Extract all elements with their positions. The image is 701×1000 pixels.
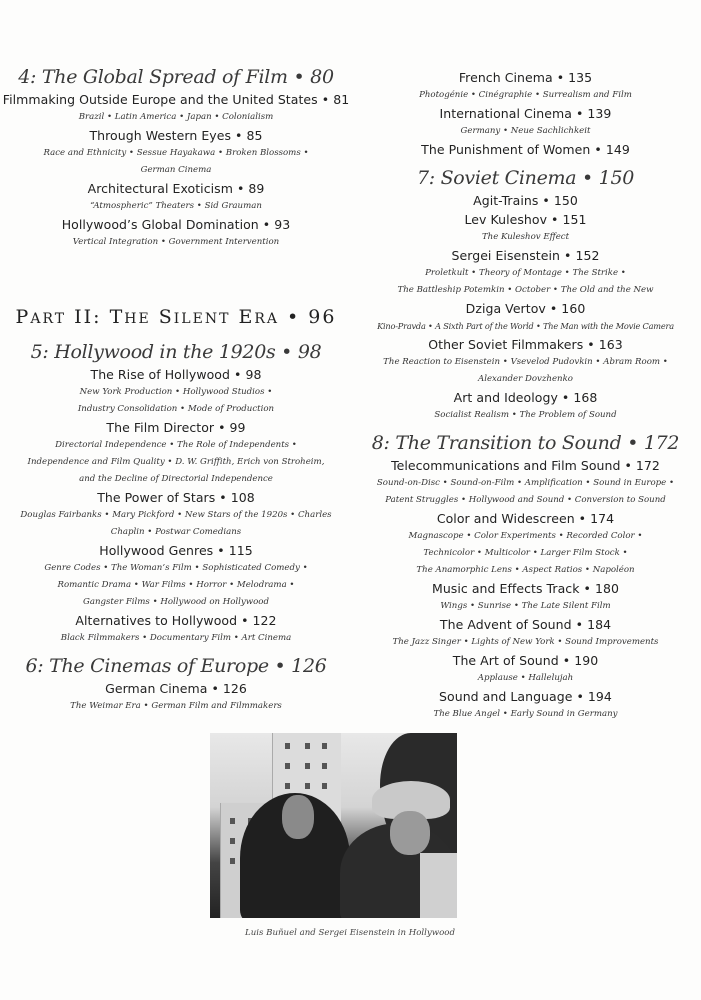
- section-topics: German Cinema: [140, 165, 212, 175]
- toc-right-column: [350, 68, 701, 723]
- section-title: International Cinema • 139: [439, 106, 612, 121]
- section-title: The Rise of Hollywood • 98: [90, 367, 262, 382]
- section-title: Color and Widescreen • 174: [436, 511, 615, 526]
- section-topics: Photogénie • Cinégraphie • Surrealism and Film: [419, 90, 632, 100]
- chapter-title: 7: Soviet Cinema • 150: [416, 167, 635, 189]
- section-topics: Directorial Independence • The Role of Independents •: [55, 440, 297, 450]
- section-title: The Art of Sound • 190: [452, 653, 599, 668]
- section: [0, 679, 352, 715]
- section-topics: Brazil • Latin America • Japan • Colonialism: [78, 112, 274, 122]
- section-topics: The Weimar Era • German Film and Filmmakers: [70, 701, 282, 711]
- face-eisenstein: [390, 811, 430, 855]
- section-topics: Genre Codes • The Woman’s Film • Sophisticated Comedy •: [44, 563, 308, 573]
- section-title: Agit-Trains • 150: [473, 193, 578, 208]
- section-topics: Douglas Fairbanks • Mary Pickford • New Stars of the 1920s • Charles: [20, 510, 332, 520]
- part-text: ILENT: [173, 311, 231, 327]
- part-text: S: [150, 306, 174, 328]
- section-title: Sergei Eisenstein • 152: [451, 248, 600, 263]
- chapter-6: [0, 653, 352, 715]
- section: [0, 126, 352, 179]
- section: [350, 140, 701, 159]
- section-topics: Magnascope • Color Experiments • Recorded Color •: [408, 531, 643, 541]
- section-topics: The Kuleshov Effect: [481, 232, 570, 242]
- chapter-8: [350, 430, 701, 723]
- section-topics: The Jazz Singer • Lights of New York • Sound Improvements: [392, 637, 659, 647]
- section: [350, 68, 701, 104]
- section-topics: The Battleship Potemkin • October • The Old and the New: [397, 285, 654, 295]
- section-title: Architectural Exoticism • 89: [87, 181, 265, 196]
- section-topics: Alexander Dovzhenko: [478, 374, 573, 384]
- section-topics: The Anamorphic Lens • Aspect Ratios • Napoléon: [416, 565, 635, 575]
- section-topics: Proletkult • Theory of Montage • The Strike •: [425, 268, 626, 278]
- section: [0, 541, 352, 611]
- section-title: Hollywood Genres • 115: [99, 543, 253, 558]
- chapter-title: 5: Hollywood in the 1920s • 98: [30, 341, 322, 363]
- section-topics: Race and Ethnicity • Sessue Hayakawa • Broken Blossoms •: [43, 148, 309, 158]
- section-topics: Vertical Integration • Government Intervention: [72, 237, 280, 247]
- section-topics: “Atmospheric” Theaters • Sid Grauman: [90, 201, 262, 211]
- section-topics: The Blue Angel • Early Sound in Germany: [433, 709, 618, 719]
- section-topics: Kino-Pravda • A Sixth Part of the World • The Man with the Movie Camera: [377, 321, 674, 331]
- section-topics: Industry Consolidation • Mode of Production: [77, 404, 275, 414]
- section-topics: Germany • Neue Sachlichkeit: [460, 126, 591, 136]
- section-title: The Film Director • 99: [106, 420, 246, 435]
- section: [0, 179, 352, 215]
- section-title: Alternatives to Hollywood • 122: [75, 613, 277, 628]
- section: [0, 90, 352, 126]
- section: [0, 215, 352, 251]
- toc-left-column: [0, 64, 352, 715]
- section-topics: Independence and Film Quality • D. W. Griffith, Erich von Stroheim,: [27, 457, 325, 467]
- part-heading: [0, 303, 352, 333]
- section-topics: Applause • Hallelujah: [477, 673, 574, 683]
- section-topics: and the Decline of Directorial Independence: [79, 474, 273, 484]
- photograph: [210, 733, 457, 918]
- section-topics: Socialist Realism • The Problem of Sound: [434, 410, 617, 420]
- section-title: Dziga Vertov • 160: [465, 301, 586, 316]
- chapter-5: [0, 339, 352, 647]
- part-text: RA: [254, 311, 279, 327]
- section-title: Lev Kuleshov • 151: [464, 212, 587, 227]
- chapter-7: [350, 165, 701, 424]
- part-text: E: [230, 306, 255, 328]
- chapter-6-continued: [350, 68, 701, 159]
- section-title: German Cinema • 126: [105, 681, 247, 696]
- part-text: P: [15, 306, 31, 328]
- section-title: Art and Ideology • 168: [453, 390, 598, 405]
- section-topics: Sound-on-Disc • Sound-on-Film • Amplification • Sound in Europe •: [376, 478, 675, 488]
- section-title: The Power of Stars • 108: [97, 490, 255, 505]
- section: [0, 488, 352, 541]
- part-text: II: T: [66, 306, 125, 328]
- part-page: • 96: [278, 306, 337, 328]
- section-topics: Patent Struggles • Hollywood and Sound • Conversion to Sound: [385, 495, 666, 505]
- section: [0, 611, 352, 647]
- section-title: Sound and Language • 194: [439, 689, 612, 704]
- section-title: Other Soviet Filmmakers • 163: [428, 337, 623, 352]
- part-text: ART: [30, 311, 67, 327]
- section-title: Hollywood’s Global Domination • 93: [61, 217, 291, 232]
- section-title: French Cinema • 135: [458, 70, 593, 85]
- section-title: Telecommunications and Film Sound • 172: [391, 458, 660, 473]
- section: [350, 104, 701, 140]
- photo-caption: Luis Buñuel and Sergei Eisenstein in Hollywood: [245, 928, 455, 938]
- section: [0, 365, 352, 418]
- chapter-title: 6: The Cinemas of Europe • 126: [25, 655, 327, 677]
- section-topics: Gangster Films • Hollywood on Hollywood: [83, 597, 269, 607]
- section-title: The Advent of Sound • 184: [439, 617, 612, 632]
- chapter-title: 8: The Transition to Sound • 172: [371, 432, 680, 454]
- section-title: The Punishment of Women • 149: [421, 142, 630, 157]
- part-text: HE: [124, 311, 151, 327]
- section-topics: Romantic Drama • War Films • Horror • Melodrama •: [57, 580, 295, 590]
- white-jacket: [420, 853, 457, 918]
- chapter-title: 4: The Global Spread of Film • 80: [18, 66, 334, 88]
- section-topics: Wings • Sunrise • The Late Silent Film: [440, 601, 611, 611]
- section: [0, 418, 352, 488]
- face-bunuel: [282, 795, 314, 839]
- section-topics: New York Production • Hollywood Studios •: [79, 387, 273, 397]
- section-title: Music and Effects Track • 180: [431, 581, 619, 596]
- section-title: Through Western Eyes • 85: [89, 128, 263, 143]
- section-topics: The Reaction to Eisenstein • Vsevelod Pudovkin • Abram Room •: [383, 357, 668, 367]
- section-title: Filmmaking Outside Europe and the United States • 81: [2, 92, 350, 107]
- section-topics: Technicolor • Multicolor • Larger Film Stock •: [423, 548, 628, 558]
- chapter-4: [0, 64, 352, 251]
- section-topics: Chaplin • Postwar Comedians: [110, 527, 242, 537]
- section-topics: Black Filmmakers • Documentary Film • Art Cinema: [60, 633, 292, 643]
